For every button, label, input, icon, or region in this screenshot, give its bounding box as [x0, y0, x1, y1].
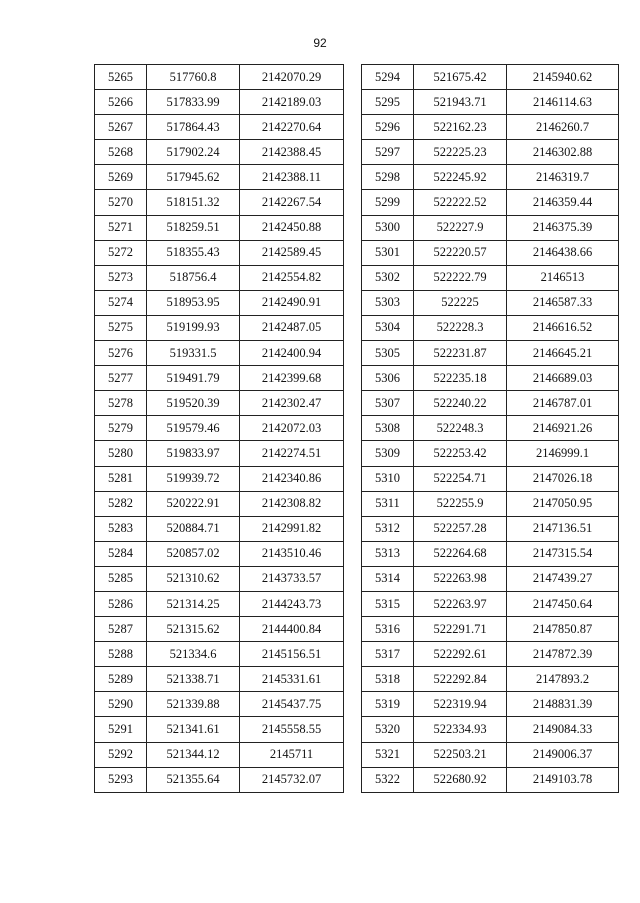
- x-coordinate-cell: 522254.71: [414, 466, 507, 491]
- table-row: [95, 265, 344, 290]
- y-coordinate-cell: 2149006.37: [507, 742, 619, 767]
- y-coordinate-cell: 2147026.18: [507, 466, 619, 491]
- y-coordinate-cell: 2146438.66: [507, 240, 619, 265]
- y-coordinate-cell: 2142450.88: [240, 215, 344, 240]
- table-row: [362, 190, 619, 215]
- y-coordinate-cell: 2142991.82: [240, 516, 344, 541]
- table-row: [95, 391, 344, 416]
- x-coordinate-cell: 522231.87: [414, 341, 507, 366]
- table-row: [95, 742, 344, 767]
- x-coordinate-cell: 521339.88: [147, 692, 240, 717]
- table-row: [95, 566, 344, 591]
- point-id-cell: 5320: [362, 717, 414, 742]
- x-coordinate-cell: 522228.3: [414, 315, 507, 340]
- x-coordinate-cell: 521675.42: [414, 65, 507, 90]
- x-coordinate-cell: 518953.95: [147, 290, 240, 315]
- x-coordinate-cell: 522225: [414, 290, 507, 315]
- y-coordinate-cell: 2145156.51: [240, 642, 344, 667]
- table-row: [362, 466, 619, 491]
- x-coordinate-cell: 522220.57: [414, 240, 507, 265]
- x-coordinate-cell: 522222.52: [414, 190, 507, 215]
- table-row: [95, 240, 344, 265]
- table-row: [362, 290, 619, 315]
- x-coordinate-cell: 519491.79: [147, 366, 240, 391]
- y-coordinate-cell: 2146319.7: [507, 165, 619, 190]
- right-table-body: [362, 65, 619, 793]
- table-row: [95, 65, 344, 90]
- y-coordinate-cell: 2145711: [240, 742, 344, 767]
- point-id-cell: 5315: [362, 591, 414, 616]
- y-coordinate-cell: 2146302.88: [507, 140, 619, 165]
- table-row: [362, 516, 619, 541]
- point-id-cell: 5293: [95, 767, 147, 792]
- table-row: [362, 642, 619, 667]
- table-row: [362, 617, 619, 642]
- x-coordinate-cell: 521315.62: [147, 617, 240, 642]
- x-coordinate-cell: 521334.6: [147, 642, 240, 667]
- x-coordinate-cell: 522222.79: [414, 265, 507, 290]
- x-coordinate-cell: 517864.43: [147, 115, 240, 140]
- point-id-cell: 5310: [362, 466, 414, 491]
- table-row: [362, 591, 619, 616]
- table-row: [95, 667, 344, 692]
- x-coordinate-cell: 522264.68: [414, 541, 507, 566]
- point-id-cell: 5278: [95, 391, 147, 416]
- point-id-cell: 5273: [95, 265, 147, 290]
- y-coordinate-cell: 2142340.86: [240, 466, 344, 491]
- table-row: [95, 215, 344, 240]
- y-coordinate-cell: 2142072.03: [240, 416, 344, 441]
- point-id-cell: 5297: [362, 140, 414, 165]
- x-coordinate-cell: 522255.9: [414, 491, 507, 516]
- table-row: [95, 491, 344, 516]
- y-coordinate-cell: 2144243.73: [240, 591, 344, 616]
- x-coordinate-cell: 522292.61: [414, 642, 507, 667]
- x-coordinate-cell: 522225.23: [414, 140, 507, 165]
- point-id-cell: 5318: [362, 667, 414, 692]
- table-row: [362, 541, 619, 566]
- point-id-cell: 5308: [362, 416, 414, 441]
- y-coordinate-cell: 2146787.01: [507, 391, 619, 416]
- point-id-cell: 5291: [95, 717, 147, 742]
- table-row: [95, 90, 344, 115]
- point-id-cell: 5279: [95, 416, 147, 441]
- x-coordinate-cell: 522245.92: [414, 165, 507, 190]
- x-coordinate-cell: 521314.25: [147, 591, 240, 616]
- table-row: [95, 416, 344, 441]
- point-id-cell: 5306: [362, 366, 414, 391]
- x-coordinate-cell: 522257.28: [414, 516, 507, 541]
- x-coordinate-cell: 519579.46: [147, 416, 240, 441]
- table-row: [95, 591, 344, 616]
- y-coordinate-cell: 2142400.94: [240, 341, 344, 366]
- x-coordinate-cell: 520222.91: [147, 491, 240, 516]
- point-id-cell: 5280: [95, 441, 147, 466]
- y-coordinate-cell: 2146921.26: [507, 416, 619, 441]
- y-coordinate-cell: 2142487.05: [240, 315, 344, 340]
- point-id-cell: 5268: [95, 140, 147, 165]
- point-id-cell: 5322: [362, 767, 414, 792]
- y-coordinate-cell: 2146587.33: [507, 290, 619, 315]
- x-coordinate-cell: 521341.61: [147, 717, 240, 742]
- y-coordinate-cell: 2143733.57: [240, 566, 344, 591]
- y-coordinate-cell: 2142267.54: [240, 190, 344, 215]
- point-id-cell: 5265: [95, 65, 147, 90]
- table-row: [95, 516, 344, 541]
- point-id-cell: 5309: [362, 441, 414, 466]
- x-coordinate-cell: 521310.62: [147, 566, 240, 591]
- x-coordinate-cell: 519939.72: [147, 466, 240, 491]
- point-id-cell: 5287: [95, 617, 147, 642]
- y-coordinate-cell: 2143510.46: [240, 541, 344, 566]
- point-id-cell: 5305: [362, 341, 414, 366]
- point-id-cell: 5314: [362, 566, 414, 591]
- page-number: 92: [313, 36, 327, 50]
- table-row: [95, 717, 344, 742]
- point-id-cell: 5277: [95, 366, 147, 391]
- table-row: [95, 692, 344, 717]
- x-coordinate-cell: 522263.98: [414, 566, 507, 591]
- table-row: [362, 491, 619, 516]
- y-coordinate-cell: 2146375.39: [507, 215, 619, 240]
- point-id-cell: 5284: [95, 541, 147, 566]
- table-row: [362, 742, 619, 767]
- point-id-cell: 5281: [95, 466, 147, 491]
- table-row: [362, 265, 619, 290]
- x-coordinate-cell: 522503.21: [414, 742, 507, 767]
- x-coordinate-cell: 518355.43: [147, 240, 240, 265]
- x-coordinate-cell: 522680.92: [414, 767, 507, 792]
- table-row: [362, 441, 619, 466]
- y-coordinate-cell: 2146645.21: [507, 341, 619, 366]
- point-id-cell: 5266: [95, 90, 147, 115]
- table-row: [95, 767, 344, 792]
- x-coordinate-cell: 517760.8: [147, 65, 240, 90]
- x-coordinate-cell: 517945.62: [147, 165, 240, 190]
- y-coordinate-cell: 2142388.11: [240, 165, 344, 190]
- point-id-cell: 5319: [362, 692, 414, 717]
- table-row: [362, 366, 619, 391]
- point-id-cell: 5285: [95, 566, 147, 591]
- x-coordinate-cell: 522292.84: [414, 667, 507, 692]
- x-coordinate-cell: 518151.32: [147, 190, 240, 215]
- x-coordinate-cell: 522240.22: [414, 391, 507, 416]
- x-coordinate-cell: 521355.64: [147, 767, 240, 792]
- point-id-cell: 5299: [362, 190, 414, 215]
- y-coordinate-cell: 2142302.47: [240, 391, 344, 416]
- table-row: [362, 65, 619, 90]
- y-coordinate-cell: 2146999.1: [507, 441, 619, 466]
- y-coordinate-cell: 2142189.03: [240, 90, 344, 115]
- y-coordinate-cell: 2144400.84: [240, 617, 344, 642]
- table-row: [362, 315, 619, 340]
- table-row: [362, 240, 619, 265]
- table-row: [362, 566, 619, 591]
- point-id-cell: 5274: [95, 290, 147, 315]
- point-id-cell: 5269: [95, 165, 147, 190]
- table-row: [95, 441, 344, 466]
- table-row: [362, 767, 619, 792]
- y-coordinate-cell: 2147050.95: [507, 491, 619, 516]
- x-coordinate-cell: 522235.18: [414, 366, 507, 391]
- point-id-cell: 5295: [362, 90, 414, 115]
- x-coordinate-cell: 522319.94: [414, 692, 507, 717]
- table-row: [362, 140, 619, 165]
- point-id-cell: 5283: [95, 516, 147, 541]
- x-coordinate-cell: 521338.71: [147, 667, 240, 692]
- point-id-cell: 5294: [362, 65, 414, 90]
- y-coordinate-cell: 2149103.78: [507, 767, 619, 792]
- table-row: [362, 416, 619, 441]
- point-id-cell: 5290: [95, 692, 147, 717]
- x-coordinate-cell: 517902.24: [147, 140, 240, 165]
- table-row: [95, 366, 344, 391]
- y-coordinate-cell: 2142554.82: [240, 265, 344, 290]
- x-coordinate-cell: 520884.71: [147, 516, 240, 541]
- x-coordinate-cell: 519833.97: [147, 441, 240, 466]
- x-coordinate-cell: 522263.97: [414, 591, 507, 616]
- x-coordinate-cell: 519331.5: [147, 341, 240, 366]
- x-coordinate-cell: 518756.4: [147, 265, 240, 290]
- x-coordinate-cell: 518259.51: [147, 215, 240, 240]
- point-id-cell: 5307: [362, 391, 414, 416]
- point-id-cell: 5312: [362, 516, 414, 541]
- table-row: [95, 341, 344, 366]
- table-row: [362, 341, 619, 366]
- y-coordinate-cell: 2146114.63: [507, 90, 619, 115]
- y-coordinate-cell: 2142388.45: [240, 140, 344, 165]
- x-coordinate-cell: 522253.42: [414, 441, 507, 466]
- point-id-cell: 5300: [362, 215, 414, 240]
- y-coordinate-cell: 2147136.51: [507, 516, 619, 541]
- point-id-cell: 5270: [95, 190, 147, 215]
- point-id-cell: 5311: [362, 491, 414, 516]
- table-row: [95, 190, 344, 215]
- x-coordinate-cell: 522227.9: [414, 215, 507, 240]
- point-id-cell: 5298: [362, 165, 414, 190]
- y-coordinate-cell: 2147450.64: [507, 591, 619, 616]
- point-id-cell: 5288: [95, 642, 147, 667]
- point-id-cell: 5286: [95, 591, 147, 616]
- point-id-cell: 5302: [362, 265, 414, 290]
- table-row: [362, 165, 619, 190]
- table-row: [95, 115, 344, 140]
- table-row: [95, 541, 344, 566]
- left-table-body: [95, 65, 344, 793]
- y-coordinate-cell: 2146260.7: [507, 115, 619, 140]
- left-coordinate-table: [94, 64, 344, 793]
- table-row: [95, 315, 344, 340]
- point-id-cell: 5289: [95, 667, 147, 692]
- y-coordinate-cell: 2146689.03: [507, 366, 619, 391]
- point-id-cell: 5301: [362, 240, 414, 265]
- table-row: [95, 165, 344, 190]
- point-id-cell: 5304: [362, 315, 414, 340]
- y-coordinate-cell: 2145558.55: [240, 717, 344, 742]
- table-row: [362, 667, 619, 692]
- point-id-cell: 5321: [362, 742, 414, 767]
- x-coordinate-cell: 520857.02: [147, 541, 240, 566]
- table-row: [362, 717, 619, 742]
- table-row: [95, 617, 344, 642]
- point-id-cell: 5267: [95, 115, 147, 140]
- x-coordinate-cell: 522334.93: [414, 717, 507, 742]
- y-coordinate-cell: 2147893.2: [507, 667, 619, 692]
- point-id-cell: 5292: [95, 742, 147, 767]
- right-coordinate-table: [361, 64, 619, 793]
- table-row: [362, 692, 619, 717]
- y-coordinate-cell: 2142070.29: [240, 65, 344, 90]
- y-coordinate-cell: 2148831.39: [507, 692, 619, 717]
- y-coordinate-cell: 2145732.07: [240, 767, 344, 792]
- point-id-cell: 5282: [95, 491, 147, 516]
- y-coordinate-cell: 2147315.54: [507, 541, 619, 566]
- y-coordinate-cell: 2145331.61: [240, 667, 344, 692]
- point-id-cell: 5271: [95, 215, 147, 240]
- y-coordinate-cell: 2149084.33: [507, 717, 619, 742]
- y-coordinate-cell: 2142399.68: [240, 366, 344, 391]
- point-id-cell: 5313: [362, 541, 414, 566]
- point-id-cell: 5275: [95, 315, 147, 340]
- point-id-cell: 5317: [362, 642, 414, 667]
- y-coordinate-cell: 2147850.87: [507, 617, 619, 642]
- point-id-cell: 5296: [362, 115, 414, 140]
- y-coordinate-cell: 2146359.44: [507, 190, 619, 215]
- x-coordinate-cell: 521344.12: [147, 742, 240, 767]
- y-coordinate-cell: 2142589.45: [240, 240, 344, 265]
- table-row: [95, 642, 344, 667]
- y-coordinate-cell: 2145437.75: [240, 692, 344, 717]
- x-coordinate-cell: 517833.99: [147, 90, 240, 115]
- point-id-cell: 5316: [362, 617, 414, 642]
- y-coordinate-cell: 2147872.39: [507, 642, 619, 667]
- x-coordinate-cell: 522162.23: [414, 115, 507, 140]
- table-row: [362, 115, 619, 140]
- table-row: [362, 391, 619, 416]
- table-row: [95, 290, 344, 315]
- y-coordinate-cell: 2145940.62: [507, 65, 619, 90]
- y-coordinate-cell: 2142274.51: [240, 441, 344, 466]
- x-coordinate-cell: 522248.3: [414, 416, 507, 441]
- point-id-cell: 5272: [95, 240, 147, 265]
- table-row: [95, 466, 344, 491]
- table-row: [362, 215, 619, 240]
- y-coordinate-cell: 2146513: [507, 265, 619, 290]
- y-coordinate-cell: 2147439.27: [507, 566, 619, 591]
- table-row: [362, 90, 619, 115]
- y-coordinate-cell: 2142490.91: [240, 290, 344, 315]
- x-coordinate-cell: 521943.71: [414, 90, 507, 115]
- x-coordinate-cell: 519199.93: [147, 315, 240, 340]
- x-coordinate-cell: 522291.71: [414, 617, 507, 642]
- y-coordinate-cell: 2146616.52: [507, 315, 619, 340]
- table-row: [95, 140, 344, 165]
- y-coordinate-cell: 2142308.82: [240, 491, 344, 516]
- y-coordinate-cell: 2142270.64: [240, 115, 344, 140]
- point-id-cell: 5276: [95, 341, 147, 366]
- x-coordinate-cell: 519520.39: [147, 391, 240, 416]
- point-id-cell: 5303: [362, 290, 414, 315]
